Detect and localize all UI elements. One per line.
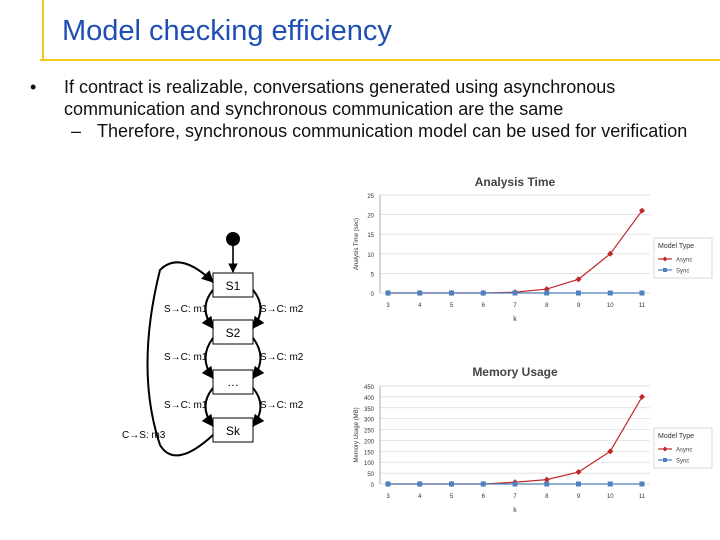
title-bar [0, 0, 720, 62]
x-tick-label: 11 [638, 494, 646, 500]
x-tick-label: 4 [418, 303, 422, 309]
y-tick-label: 10 [367, 252, 374, 259]
edge-label-left-1: S→C: m1 [164, 304, 208, 315]
chart-legend [654, 238, 712, 278]
edge-label-left-2: S→C: m1 [164, 352, 208, 363]
data-point-sync [386, 291, 391, 296]
bullet-text: If contract is realizable, conversations generated using asynchronous communication and synchronous communication are the same [64, 77, 616, 119]
y-tick-label: 400 [363, 395, 374, 402]
x-tick-label: 9 [576, 303, 581, 309]
title-underline [40, 59, 720, 61]
chart-title: Analysis Time [474, 175, 556, 189]
legend-title: Model Type [658, 433, 695, 440]
bullet-dot: • [30, 77, 37, 97]
memory-usage-chart [340, 360, 715, 532]
legend-entry-label: Async [676, 257, 693, 264]
data-point-sync [417, 482, 422, 487]
data-point-async [576, 469, 582, 475]
x-tick-label: 7 [513, 303, 517, 309]
x-tick-label: 4 [418, 494, 422, 500]
data-point-sync [481, 291, 486, 296]
state-s2-label: S2 [225, 326, 241, 340]
x-tick-label: 11 [638, 303, 646, 309]
state-machine-diagram [100, 220, 330, 470]
bullet-item [30, 76, 700, 120]
edge-label-back: C→S: m3 [122, 430, 166, 441]
data-point-sync [481, 482, 486, 487]
data-point-sync [449, 291, 454, 296]
x-axis-label: k [513, 507, 517, 514]
x-tick-label: 8 [545, 494, 549, 500]
title-accent-tick [42, 0, 44, 60]
edge-label-right-2: S→C: m2 [260, 352, 304, 363]
state-sk-label: Sk [225, 424, 241, 438]
x-tick-label: 10 [606, 494, 614, 500]
edge-label-right-3: S→C: m2 [260, 400, 304, 411]
data-point-sync [386, 482, 391, 487]
x-tick-label: 3 [386, 494, 390, 500]
sub-bullet-text: Therefore, synchronous communication model can be used for verification [97, 121, 688, 141]
sub-bullet-item [30, 120, 700, 142]
x-tick-label: 9 [576, 494, 581, 500]
y-tick-label: 350 [363, 406, 374, 413]
data-point-sync [576, 291, 581, 296]
legend-entry-label: Async [676, 447, 693, 454]
data-point-sync [513, 291, 518, 296]
sub-bullet-dash: – [71, 121, 82, 141]
state-s1-label: S1 [225, 279, 241, 293]
x-tick-label: 10 [606, 303, 614, 309]
x-tick-label: 5 [449, 303, 454, 309]
x-axis-label: k [513, 316, 517, 323]
legend-entry-label: Sync [676, 268, 690, 275]
initial-state-dot [226, 232, 240, 246]
data-point-async [607, 448, 613, 454]
y-axis-label: Memory Usage (MB) [354, 407, 360, 463]
y-axis-label: Analysis Time (sec) [354, 217, 360, 271]
y-tick-label: 150 [363, 450, 374, 457]
edge-label-left-3: S→C: m1 [164, 400, 208, 411]
data-point-sync [608, 482, 613, 487]
x-tick-label: 3 [386, 303, 390, 309]
y-tick-label: 250 [363, 428, 374, 435]
y-tick-label: 0 [370, 483, 374, 489]
y-tick-label: 5 [370, 272, 374, 279]
legend-swatch-marker [663, 268, 667, 272]
y-tick-label: 50 [367, 472, 374, 479]
y-tick-label: 0 [370, 292, 374, 298]
x-tick-label: 5 [449, 494, 454, 500]
y-tick-label: 300 [363, 417, 374, 424]
y-tick-label: 25 [367, 194, 374, 200]
x-tick-label: 6 [481, 303, 485, 309]
state-ellipsis-label: … [227, 375, 239, 389]
data-point-sync [608, 291, 613, 296]
x-tick-label: 6 [481, 494, 485, 500]
x-tick-label: 8 [545, 303, 549, 309]
chart-title: Memory Usage [472, 365, 558, 379]
x-tick-label: 7 [513, 494, 517, 500]
data-point-sync [417, 291, 422, 296]
y-tick-label: 450 [363, 385, 374, 391]
slide-title: Model checking efficiency [62, 15, 392, 47]
y-tick-label: 15 [367, 233, 374, 240]
y-tick-label: 20 [367, 213, 374, 220]
data-point-sync [640, 291, 645, 296]
data-point-sync [640, 482, 645, 487]
data-point-sync [544, 482, 549, 487]
edge-label-right-1: S→C: m2 [260, 304, 304, 315]
data-point-sync [576, 482, 581, 487]
data-point-sync [513, 482, 518, 487]
data-point-sync [449, 482, 454, 487]
legend-title: Model Type [658, 243, 695, 250]
legend-swatch-marker [663, 458, 667, 462]
series-line-async [388, 211, 642, 293]
y-tick-label: 100 [363, 461, 374, 468]
chart-legend [654, 428, 712, 468]
legend-entry-label: Sync [676, 458, 690, 465]
data-point-async [639, 394, 645, 400]
y-tick-label: 200 [363, 439, 374, 446]
analysis-time-chart [340, 170, 715, 340]
bullet-list [30, 76, 700, 142]
data-point-sync [544, 291, 549, 296]
